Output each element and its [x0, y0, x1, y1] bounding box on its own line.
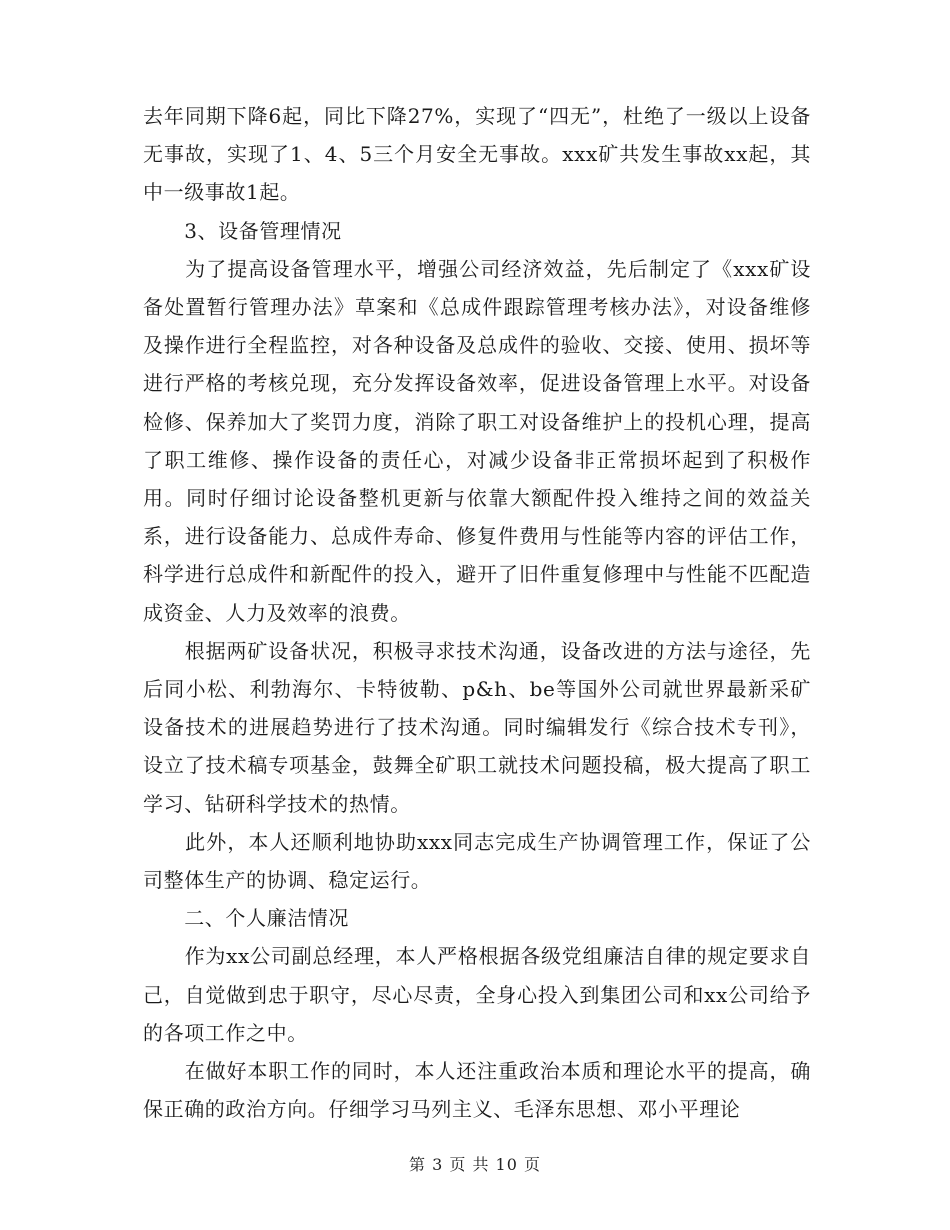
paragraph-political-study: 在做好本职工作的同时，本人还注重政治本质和理论水平的提高，确保正确的政治方向。仔细学习马列主义、毛泽东思想、邓小平理论 [143, 1059, 811, 1122]
page-number-footer: 第 3 页 共 10 页 [409, 1155, 541, 1174]
document-body [143, 97, 811, 1128]
paragraph-production-coordination: 此外，本人还顺利地协助xxx同志完成生产协调管理工作，保证了公司整体生产的协调、稳定运行。 [143, 829, 811, 893]
heading-equipment-management: 3、设备管理情况 [143, 218, 342, 243]
paragraph-technical-communication: 根据两矿设备状况，积极寻求技术沟通，设备改进的方法与途径，先后同小松、利勃海尔、卡特彼勒、p&h、be等国外公司就世界最新采矿设备技术的进展趋势进行了技术沟通。同时编辑发行《综合技术专刊》，设立了技术稿专项基金，鼓舞全矿职工就技术问题投稿，极大提高了职工学习、钻研科学技术的热情。 [143, 638, 811, 816]
paragraph-accident-summary: 去年同期下降6起，同比下降27%，实现了“四无”，杜绝了一级以上设备无事故，实现了1、4、5三个月安全无事故。xxx矿共发生事故xx起，其中一级事故1起。 [143, 104, 811, 205]
paragraph-integrity-self-discipline: 作为xx公司副总经理，本人严格根据各级党组廉洁自律的规定要求自己，自觉做到忠于职守，尽心尽责，全身心投入到集团公司和xx公司给予的各项工作之中。 [143, 944, 811, 1045]
paragraph-equipment-management: 为了提高设备管理水平，增强公司经济效益，先后制定了《xxx矿设备处置暂行管理办法》草案和《总成件跟踪管理考核办法》，对设备维修及操作进行全程监控，对各种设备及总成件的验收、交接、使用、损坏等进行严格的考核兑现，充分发挥设备效率，促进设备管理上水平。对设备检修、保养加大了奖罚力度，消除了职工对设备维护上的投机心理，提高了职工维修、操作设备的责任心，对减少设备非正常损坏起到了积极作用。同时仔细讨论设备整机更新与依靠大额配件投入维持之间的效益关系，进行设备能力、总成件寿命、修复件费用与性能等内容的评估工作，科学进行总成件和新配件的投入，避开了旧件重复修理中与性能不匹配造成资金、人力及效率的浪费。 [143, 256, 811, 625]
heading-personal-integrity: 二、个人廉洁情况 [143, 906, 349, 931]
